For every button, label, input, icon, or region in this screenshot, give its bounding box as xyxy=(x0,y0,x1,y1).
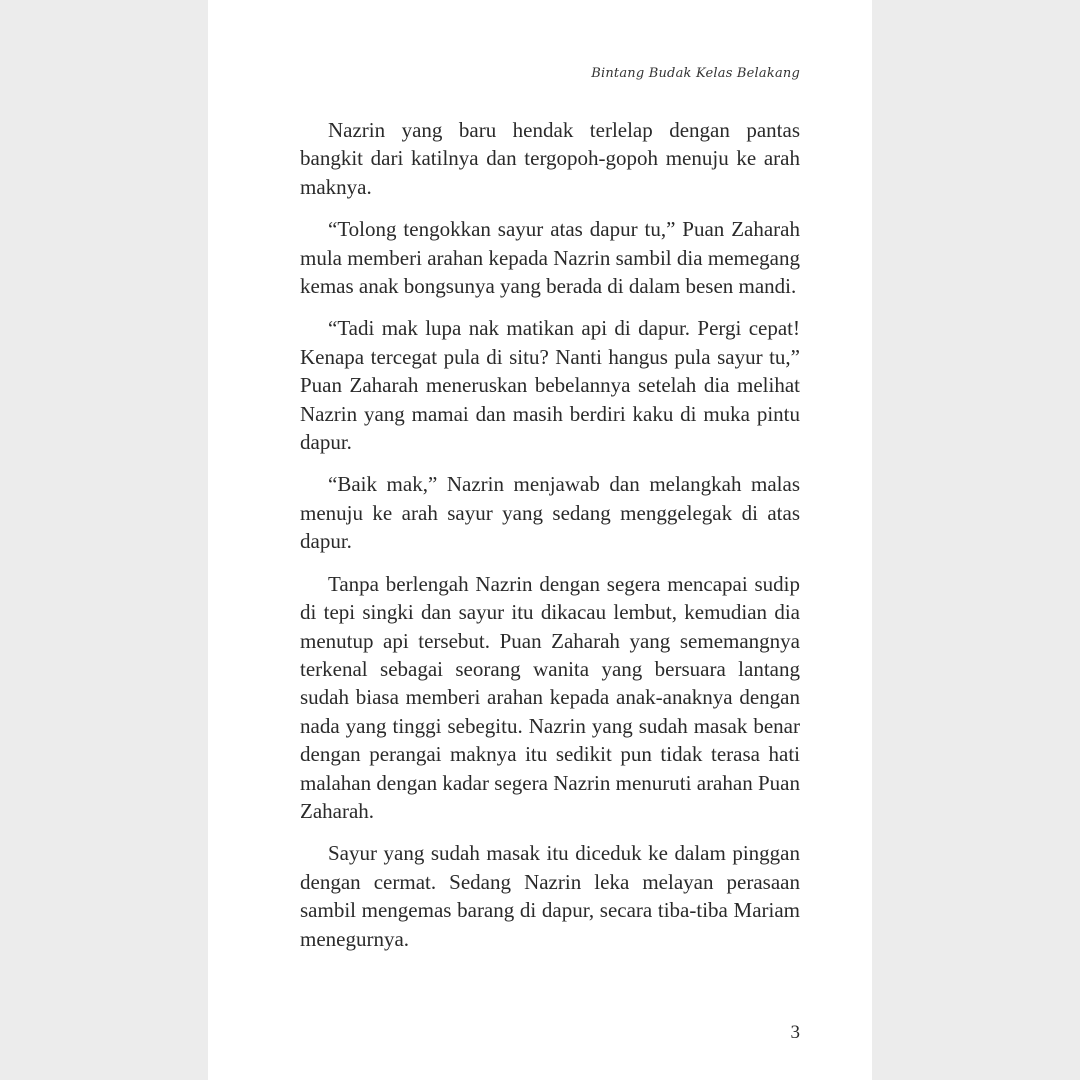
paragraph-3: “Tadi mak lupa nak matikan api di dapur. Pergi cepat! Kenapa tercegat pula di situ? Nanti hangus pula sayur tu,” Puan Zaharah meneruskan bebelannya setelah dia melihat Nazrin yang mamai dan masih berdiri kaku di muka pintu dapur. xyxy=(300,316,800,455)
paragraph-4: “Baik mak,” Nazrin menjawab dan melangkah malas menuju ke arah sayur yang sedang menggelegak di atas dapur. xyxy=(300,472,800,554)
page-number: 3 xyxy=(790,1022,800,1043)
paragraph-6: Sayur yang sudah masak itu diceduk ke dalam pinggan dengan cermat. Sedang Nazrin leka melayan perasaan sambil mengemas barang di dapur, secara tiba-tiba Mariam menegurnya. xyxy=(300,841,800,951)
book-page xyxy=(208,0,872,1080)
page-body xyxy=(300,116,800,967)
running-head-title: Bintang Budak Kelas Belakang xyxy=(591,66,800,81)
paragraph-5: Tanpa berlengah Nazrin dengan segera mencapai sudip di tepi singki dan sayur itu dikacau lembut, kemudian dia menutup api tersebut. Puan Zaharah yang sememangnya terkenal sebagai seorang wanita yang bersuara lantang sudah biasa memberi arahan kepada anak-anaknya dengan nada yang tinggi sebegitu. Nazrin yang sudah masak benar dengan perangai maknya itu sedikit pun tidak terasa hati malahan dengan kadar segera Nazrin menuruti arahan Puan Zaharah. xyxy=(300,571,800,823)
paragraph-1: Nazrin yang baru hendak terlelap dengan pantas bangkit dari katilnya dan tergopoh-gopoh menuju ke arah maknya. xyxy=(300,118,800,199)
paragraph-2: “Tolong tengokkan sayur atas dapur tu,” Puan Zaharah mula memberi arahan kepada Nazrin sambil dia memegang kemas anak bongsunya yang berada di dalam besen mandi. xyxy=(300,217,800,299)
